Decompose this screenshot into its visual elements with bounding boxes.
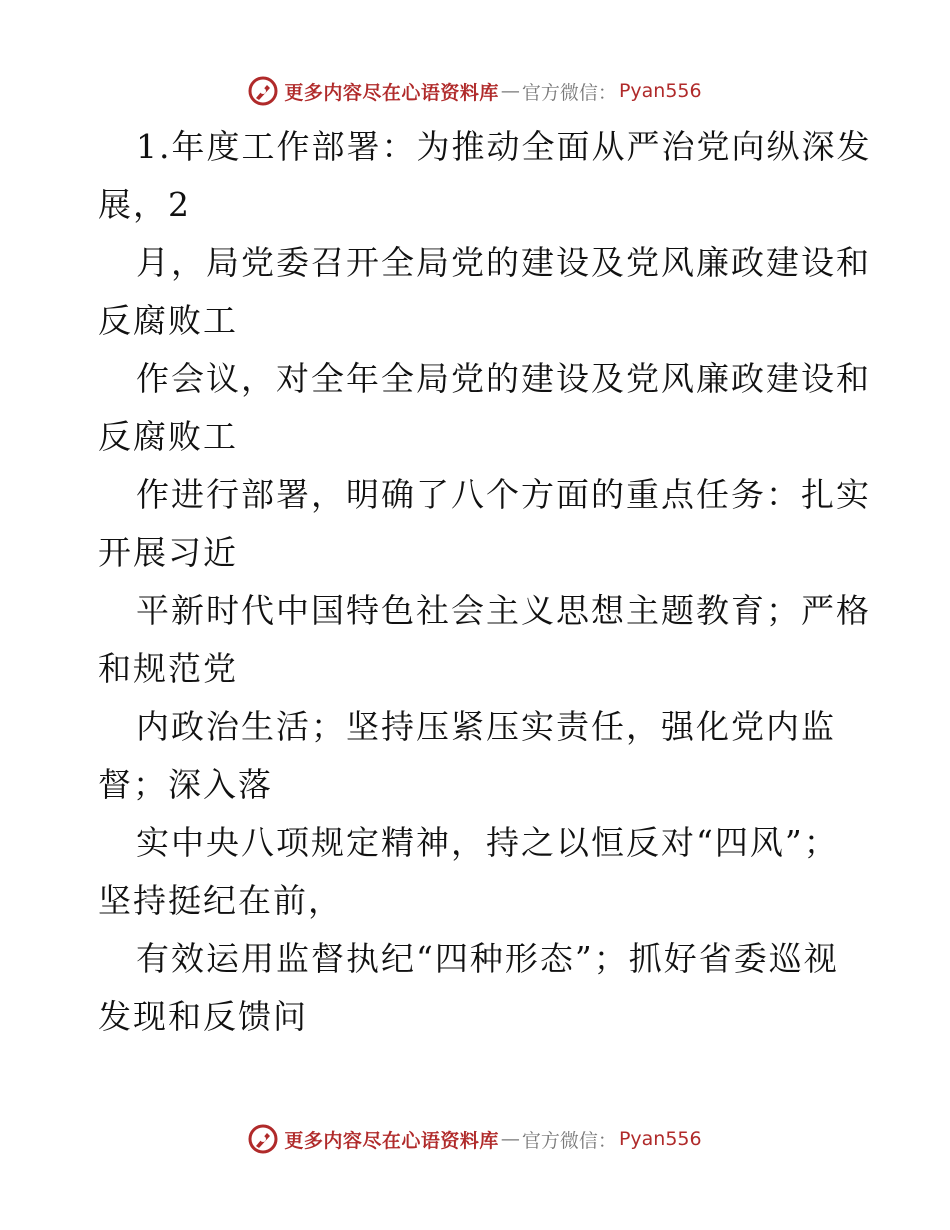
- header-separator: —: [500, 80, 520, 102]
- body-line: 作进行部署，明确了八个方面的重点任务：扎实: [136, 475, 871, 514]
- watermark-footer: [0, 1123, 950, 1155]
- body-line: 实中央八项规定精神，持之以恒反对“四风”；: [136, 823, 839, 862]
- footer-brand: 更多内容尽在心语资料库: [284, 1129, 499, 1152]
- body-line: 有效运用监督执纪“四种形态”；抓好省委巡视: [136, 939, 839, 978]
- body-line: 反腐败工: [98, 301, 238, 340]
- footer-separator: —: [500, 1128, 520, 1150]
- body-line: 反腐败工: [98, 417, 238, 456]
- footer-wechat-label: 官方微信：: [521, 1129, 617, 1152]
- pen-nib-circle-icon: [248, 1124, 278, 1154]
- body-line: 作会议，对全年全局党的建设及党风廉政建设和: [136, 359, 871, 398]
- header-wechat-label: 官方微信：: [521, 81, 617, 104]
- body-line: 发现和反馈问: [98, 997, 308, 1036]
- body-line: 月，局党委召开全局党的建设及党风廉政建设和: [136, 243, 871, 282]
- document-body: [98, 118, 872, 1046]
- body-line: 平新时代中国特色社会主义思想主题教育；严格: [136, 591, 871, 630]
- footer-wechat-handle: Pyan556: [618, 1128, 702, 1150]
- body-line: 展，2: [98, 185, 191, 224]
- body-line: 坚持挺纪在前，: [98, 881, 343, 920]
- watermark-header: [0, 75, 950, 107]
- body-line: 内政治生活；坚持压紧压实责任，强化党内监: [136, 707, 836, 746]
- body-line: 1.年度工作部署：为推动全面从严治党向纵深发: [136, 127, 872, 166]
- body-line: 和规范党: [98, 649, 238, 688]
- pen-nib-circle-icon: [248, 76, 278, 106]
- body-line: 开展习近: [98, 533, 238, 572]
- header-brand: 更多内容尽在心语资料库: [284, 81, 499, 104]
- header-wechat-handle: Pyan556: [618, 80, 702, 102]
- body-line: 督；深入落: [98, 765, 273, 804]
